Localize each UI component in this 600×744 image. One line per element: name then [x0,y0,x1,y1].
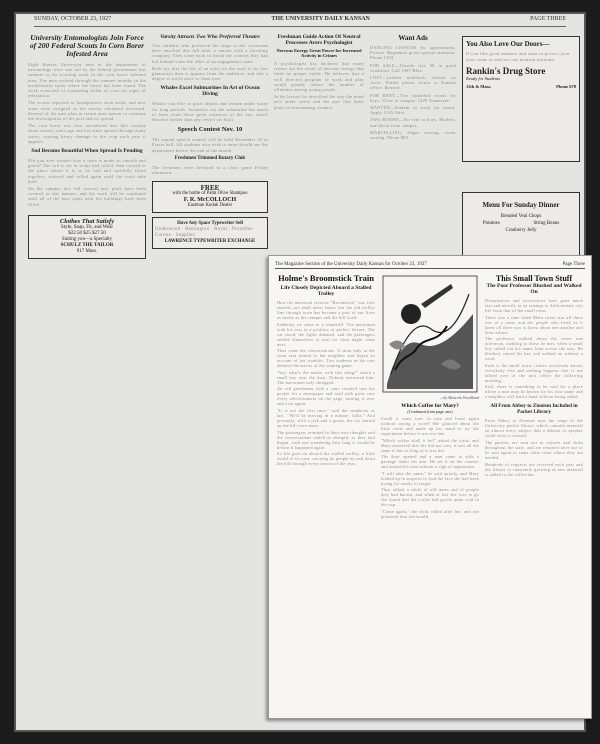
header-date: SUNDAY, OCTOBER 23, 1927 [34,16,112,22]
column-3: Freshman Guide Action Of Neutral Processes Avers Psychologist Nervous Energy Great Power for Increased Activity in Crimes A psychologist has declared that many crimes are the result of nervous energy that finds no proper outlet. He believes that a well directed program of work and play would greatly reduce the number of offenders among young people. In his lecture he described the way the mind acts under stress and the part that habit plays in determining conduct. [274,34,364,110]
clothes-ad-line3: Suiting you—a Specialty [61,236,113,242]
col1-subheadline: Sod Become Beautiful When Spread Is Pending [31,148,143,155]
col1-headline: University Entomologists Join Force of 200 Federal Scouts In Corn Borer Infested Area [29,34,145,58]
illustration-caption: —by Mascola Woodland [439,395,479,400]
menu-ad-title: Menu For Sunday Dinner [482,201,560,209]
broomstick-illustration [381,274,479,394]
typewriter-ad-name: LAWRENCE TYPEWRITER EXCHANGE [164,239,256,245]
insert-middle-column: —by Mascola Woodland Which Coffee for Mary? (Continued from page one) Could it come true, to turn and leave again without saying a word? She glanced about the little room and made up her mind to try the experiment before it was too late. "Which coffee shall it be?" asked the clerk, and Mary answered that she did not care, it was all the same to her so long as it was hot. The door opened and a man came in with a package under his arm. He set it on the counter and waited his turn without a sign of impatience. "I will take the same," he said quietly, and Mary looked up in surprise to find the face she had been trying for weeks to forget. They talked a while of old times and of people they had known, and when at last she rose to go she found that the coffee had grown quite cold in the cup. "Come again," the clerk called after her, and she promised that she would. [381,274,479,712]
left-article-title: Holme's Broomstick Train [278,274,374,283]
menu-item-3: String Beans [533,221,560,226]
column-2: Varsity Attracts Two Who Preferred Theatre Two students who preferred the stage to the classroom have enrolled this fall after a season with a traveling company. They came back to finish the courses they had left behind when the offer of an engagement came. Both say that the life of an actor on the road is far less glamorous than it appears from the audience, and that a degree is worth more to them now. Whales Excel Submarines In Art of Ocean Diving Whales can dive to great depths and remain under water for long periods. Scientists say the submarine has much to learn from these great creatures of the sea, which descend farther than any vessel yet built. Speech Contest Nov. 10 The annual speech contest will be held November 10 in Fraser hall. All students who wish to enter should see the department before the end of the month. Freshmen Trimmed Rotary Club The freshmen were defeated in a close game Friday afternoon. FREE with the bottle of Palm Olive Shampoo F. R. McCOLLOCH Eastman Kodak Dealer Have Any Space Typewriter Sell Underwood · Remington · Royal · Portables · Corona · Supplies LAWRENCE TYPEWRITER EXCHANGE [152,34,268,724]
story-subtitle: (Continued from page one) [407,409,453,414]
free-ad-title: FREE [200,184,220,193]
right-article-subtitle-2: All From Abbey to Zionism Included in Packet Library [490,403,578,416]
free-ad [152,181,268,213]
col2-subheadline: Whales Excel Submarines In Art of Ocean Diving [160,85,260,98]
clothes-ad-title: Clothes That Satisfy [59,217,115,225]
rankin-drug-ad: You Also Love Our Doors— If you like good sundaes and want to protect your eyes come in and see our modern fountain. Rankin's Drug Store Ready for Students 11th & Mass. Phone 678 [462,36,580,162]
menu-item-2: Potatoes [482,221,500,226]
clothes-ad-line1: Style, Snap, Fit, and Wear [60,224,114,230]
header-masthead: THE UNIVERSITY DAILY KANSAN [271,16,370,22]
free-ad-addr: Eastman Kodak Dealer [187,203,233,209]
right-article-subtitle: The Poor Professor Blushed and Walked On [486,283,582,295]
rankin-ad-title: You Also Love Our Doors— [466,40,550,48]
col3-subheadline: Nervous Energy Great Power for Increased Activity in Crimes [276,48,362,58]
insert-header-title: The Magazine Section of the University Daily Kansan for October 23, 1927 [275,262,427,267]
insert-header-page: Page Three [562,262,585,267]
header-page: PAGE THREE [530,16,566,22]
col2-headline: Varsity Attracts Two Who Preferred Theatre [160,34,260,40]
page-header [34,16,566,27]
left-article-subtitle: Life Closely Depicted Aboard a Stalled Trolley [280,285,372,297]
right-article-title: This Small Town Stuff [495,274,573,283]
rankin-ad-addr: 11th & Mass. [466,83,492,89]
free-ad-line: with the bottle of Palm Olive Shampoo [172,191,248,197]
free-ad-name: F. R. McCOLLOCH [183,197,237,204]
typewriter-ad: Have Any Space Typewriter Sell Underwood · Remington · Royal · Portables · Corona · Supplies LAWRENCE TYPEWRITER EXCHANGE [152,217,268,249]
clothes-ad-name: SCHULZ THE TAILOR [60,242,114,248]
menu-item-4: Cranberry Jelly [505,228,537,233]
insert-right-column: This Small Town Stuff The Poor Professor Blushed and Walked On Disturbances and occurrences have gone much fast and merrily in an attempt to differentiate city life from that of the small town. There was a time when Main street was all there was of a town, and the people who lived on it knew all there was to know about one another and their affairs. The professor walked down the street one afternoon, nodding to those he met, when a small boy called out his name from across the way. He blushed, raised his hat, and walked on without a word. Such is the small town—where everybody knows everybody else and nothing happens that is not talked over at the post office the following morning. Still, there is something to be said for a place where a man may be known by his first name and a neighbor will lend a hand without being asked. All From Abbey to Zionism Included in Packet Library From Abbey to Zionism runs the range of the University packet library, which contains material on almost every subject that a debater or speaker could wish to consult. The packets are sent out to schools and clubs throughout the state, and are returned after use to be sent again to some other town where they are needed. Hundreds of requests are received each year and the library is constantly growing as new material is added to the collection. [485,274,583,477]
rankin-ad-name: Rankin's Drug Store [466,66,546,76]
want-ads-title: Want Ads [398,34,428,42]
want-ads-column: Want Ads DANCING LESSONS by appointment. Private. Beginners given special attention. Phone 1254. FOR SALE—Tuxedo size 38 in good condition. Call 1987 Blue. LOST—Leather notebook, initials on cover. Finder please return to Kansan office. Reward. FOR RENT—Two furnished rooms for boys. Close to campus. 1228 Tennessee. WANTED—Student to work for board. Apply 1145 Ohio. TWO ROOMS—For rent to boys. Modern, one block from campus. MARCELLING, finger waving, water waving. Phone 883. [370,34,456,141]
clothes-ad [28,215,146,259]
column-1: University Entomologists Join Force of 200 Federal Scouts In Corn Borer Infested Area Eight Kansas University men of the department of entomology were sent out by the federal government last summer to do scouting work in the corn borer infested area. The men worked through the summer months in the northeastern states where the insect has been found. The work consisted of examining fields of corn for signs of infestation. The scouts reported to headquarters each week, and new areas were assigned as the survey advanced westward. Several of the men plan to return next season to continue the investigation of the pest and its spread. The corn borer was first introduced into this country about twenty years ago and has since spread through many states, causing heavy damage to the crop each year it appears. Sod Become Beautiful When Spread Is Pending Did you ever wonder how a lawn is made so smooth and green? The sod is cut in strips and rolled, then carried to the place where it is to be laid and carefully fitted together, watered and rolled again until the roots take hold. On the campus this fall several new plots have been covered in this manner, and the work will be continued until all of the bare spots near the buildings have been filled. Clothes That Satisfy Style, Snap, Fit, and Wear $22.50 $25 $27.50 Suiting you—a Specialty SCHULZ THE TAILOR 917 Mass. [28,34,146,724]
col3-headline: Freshman Guide Action Of Neutral Processes Avers Psychologist [277,34,361,46]
column-3-lower [152,612,268,722]
magazine-insert [268,255,592,719]
insert-left-column: Holme's Broomstick Train Life Closely Depicted Aboard a Stalled Trolley How the universal favorite "Broomstick" was first started—we shall never know, but the old trolley line through town has become a part of our lives as surely as the campus and the hill itself. Suddenly we came to a standstill. The motorman took his seat in a position of perfect leisure. The car stood, the lights dimmed, and the passengers settled themselves to wait for what might come next. Then came the conversations. A stout lady in the front seat turned to her neighbor and began an account of her troubles. Two students in the rear debated the merits of the coming game. "Say, what's the matter with this thing?" asked a small boy near the door. Nobody answered him. The motorman only shrugged. An old gentleman with a cane reached into his pocket for a newspaper and read with great care every advertisement on the page, turning it over and over again. "It is not the first time," said the conductor at last. "We'll be moving in a minute, folks." And presently, with a jerk and a groan, the car started up the hill once more. The passengers returned to their own thoughts and the conversations ended as abruptly as they had begun, each one wondering how long it would be before it happened again. So life goes on aboard the stalled trolley, a little world of its own, carrying its people up and down the hill through every season of the year. [277,274,375,467]
story-title: Which Coffee for Mary? [401,403,459,409]
typewriter-ad-title: Have Any Space Typewriter Sell [177,221,243,227]
insert-header [275,262,585,269]
rankin-ad-sub: Ready for Students [466,76,500,81]
clothes-ad-line2: $22.50 $25 $27.50 [68,230,106,236]
col2-subheadline-2: Speech Contest Nov. 10 [177,126,243,134]
rankin-ad-phone: Phone 678 [556,83,576,89]
col2-subheadline-3: Freshmen Trimmed Rotary Club [174,155,246,161]
clothes-ad-addr: 917 Mass. [76,248,98,254]
menu-item-1: Breaded Veal Chops [500,214,542,219]
